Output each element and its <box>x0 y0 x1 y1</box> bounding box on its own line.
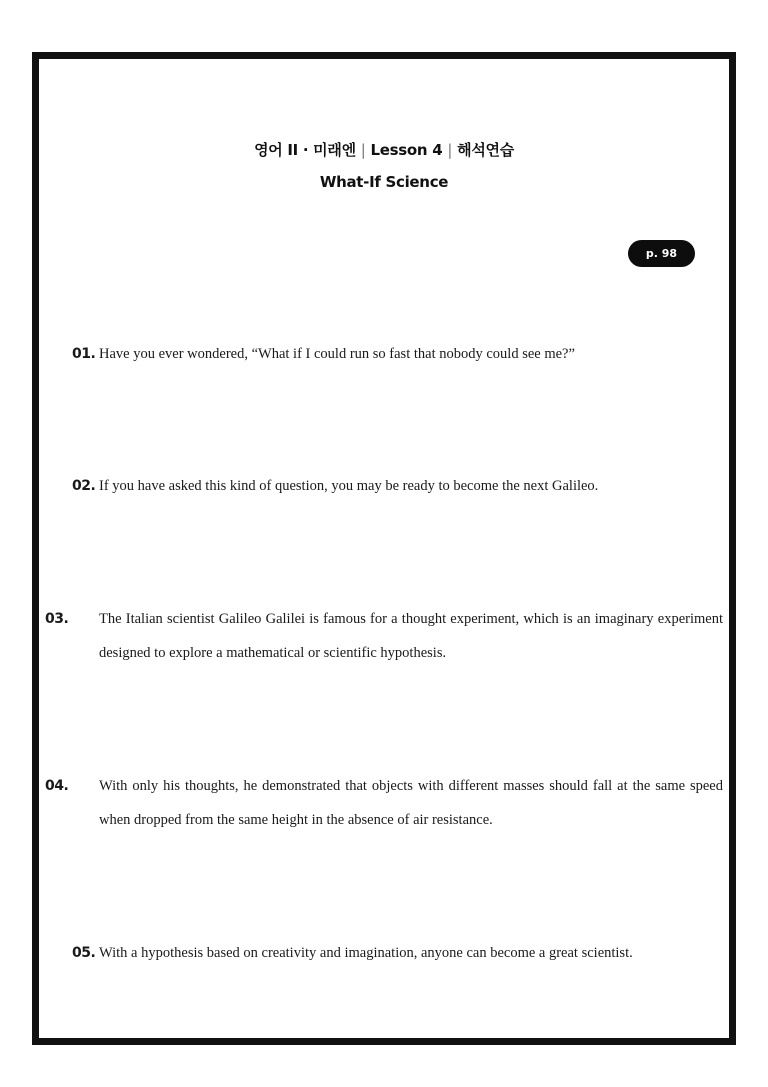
worksheet-frame <box>32 52 736 1045</box>
sentence-item <box>72 469 696 503</box>
sentence-number: 04. <box>45 778 69 794</box>
course-name: 영어 II · 미래엔 <box>254 141 356 159</box>
page-number-badge: p. 98 <box>628 240 695 267</box>
sentence-text: The Italian scientist Galileo Galilei is famous for a thought experiment, which is an imaginary experiment designed to explore a mathematical or scientific hypothesis. <box>99 611 723 661</box>
title-separator: | <box>360 141 366 159</box>
sentence-item <box>45 769 723 837</box>
sentence-number: 01. <box>72 346 96 362</box>
sentence-number: 05. <box>72 945 96 961</box>
lesson-subtitle: What-If Science <box>319 173 449 191</box>
sentence-text: With a hypothesis based on creativity and imagination, anyone can become a great scientist. <box>99 945 633 961</box>
worksheet-header <box>39 139 729 193</box>
sentence-item <box>72 337 696 371</box>
sentence-item <box>45 602 723 670</box>
title-separator: | <box>447 141 453 159</box>
sentence-text: With only his thoughts, he demonstrated that objects with different masses should fall at the same speed when dropped from the same height in the absence of air resistance. <box>99 778 723 828</box>
lesson-name: Lesson 4 <box>370 141 443 159</box>
sentence-number: 02. <box>72 478 96 494</box>
page-title <box>39 139 729 161</box>
sentence-text: Have you ever wondered, “What if I could run so fast that nobody could see me?” <box>99 346 575 362</box>
sentence-number: 03. <box>45 611 69 627</box>
sentence-text: If you have asked this kind of question, you may be ready to become the next Galileo. <box>99 478 599 494</box>
sentence-item <box>72 936 696 970</box>
section-name: 해석연습 <box>457 141 514 159</box>
